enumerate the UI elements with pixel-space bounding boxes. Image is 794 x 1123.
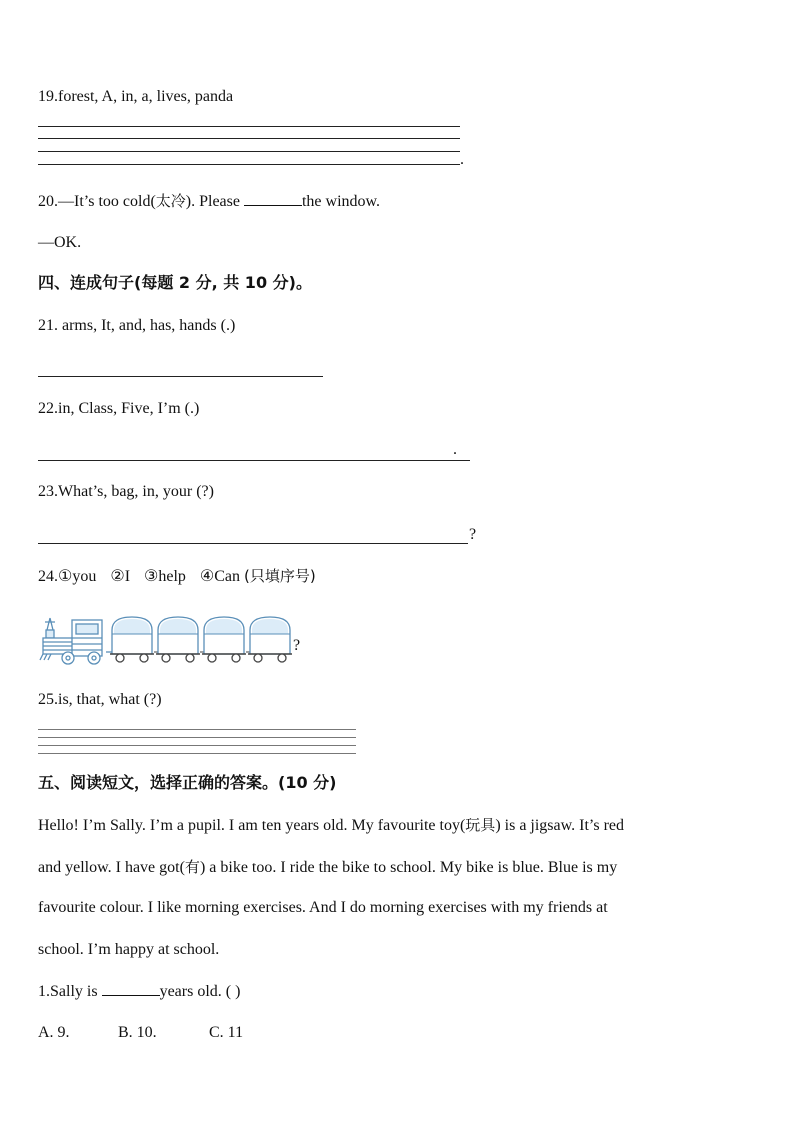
word-option-4: ④Can [199,568,241,585]
train-car-4 [248,617,292,662]
passage-line-2 [38,857,617,878]
question-24-note: (只填序号) [244,567,316,585]
option-b[interactable]: B. 10. [118,1024,157,1041]
passage-text: school. I’m happy at school. [38,941,220,958]
train-car-1 [110,617,158,662]
question-19-end-mark: . [460,151,464,168]
reading-question-1-text: 1.Sally is [38,983,102,1000]
reading-question-1-options [38,1023,243,1043]
option-c[interactable]: C. 11 [209,1024,244,1041]
question-24-prefix: 24. [38,568,58,585]
answer-line[interactable] [38,543,468,544]
question-19 [38,87,233,107]
question-20-chinese-hint: 太冷 [155,192,186,210]
passage-line-4 [38,940,219,960]
question-21-text: 21. arms, It, and, has, hands (.) [38,317,236,334]
question-20-reply-text: —OK. [38,234,82,251]
passage-line-1 [38,815,624,836]
question-20-reply [38,233,81,253]
question-23 [38,482,214,502]
question-20-text-end: the window. [301,193,381,210]
writing-line [38,745,356,746]
train-illustration [38,612,308,668]
section-5-heading [38,773,336,793]
passage-text: favourite colour. I like morning exercises. And I do morning exercises with my friends at [38,899,608,916]
passage-chinese-hint: 玩具 [465,816,496,834]
question-25 [38,690,162,710]
question-21 [38,316,235,336]
passage-chinese-hint: 有 [184,858,200,876]
passage-line-3 [38,898,608,918]
section-4-heading [38,273,312,293]
section-4-heading-text: 四、连成句子(每题 2 分, 共 10 分)。 [38,273,312,292]
train-car-2 [156,617,204,662]
answer-line[interactable] [38,376,323,377]
reading-question-1-text-end: years old. ( ) [159,983,241,1000]
section-5-heading-text: 五、阅读短文，选择正确的答案。(10 分) [38,773,337,792]
word-option-2: ②I [110,568,131,585]
question-20-text-mid: ). Please [185,193,244,210]
passage-text: ) a bike too. I ride the bike to school. My bike is blue. Blue is my [199,859,618,876]
writing-line [38,138,460,139]
question-20 [38,191,380,212]
question-22-end-mark: . [453,441,457,458]
train-car-3 [202,617,250,662]
question-23-text: 23.What’s, bag, in, your (?) [38,483,214,500]
writing-line [38,151,460,152]
question-25-text: 25.is, that, what (?) [38,691,162,708]
question-22 [38,399,199,419]
passage-text: Hello! I’m Sally. I’m a pupil. I am ten years old. My favourite toy( [38,817,466,834]
writing-line [38,729,356,730]
train-end-mark: ? [293,637,301,654]
train-engine-icon [40,618,112,664]
writing-line [38,753,356,754]
question-24 [38,566,316,587]
option-a[interactable]: A. 9. [38,1024,70,1041]
question-22-text: 22.in, Class, Five, I’m (.) [38,400,200,417]
writing-line [38,164,460,165]
reading-question-1 [38,981,240,1002]
writing-line [38,126,460,127]
writing-line [38,737,356,738]
word-option-3: ③help [144,568,186,585]
question-20-answer-blank[interactable] [244,191,302,206]
passage-text: and yellow. I have got( [38,859,185,876]
reading-question-1-answer-blank[interactable] [102,981,160,996]
answer-line[interactable] [38,460,470,461]
passage-text: ) is a jigsaw. It’s red [495,817,625,834]
question-23-end-mark: ? [469,526,477,543]
question-19-text: 19.forest, A, in, a, lives, panda [38,88,234,105]
question-20-text-start: 20.—It’s too cold( [38,193,156,210]
word-option-1: ①you [58,568,97,585]
